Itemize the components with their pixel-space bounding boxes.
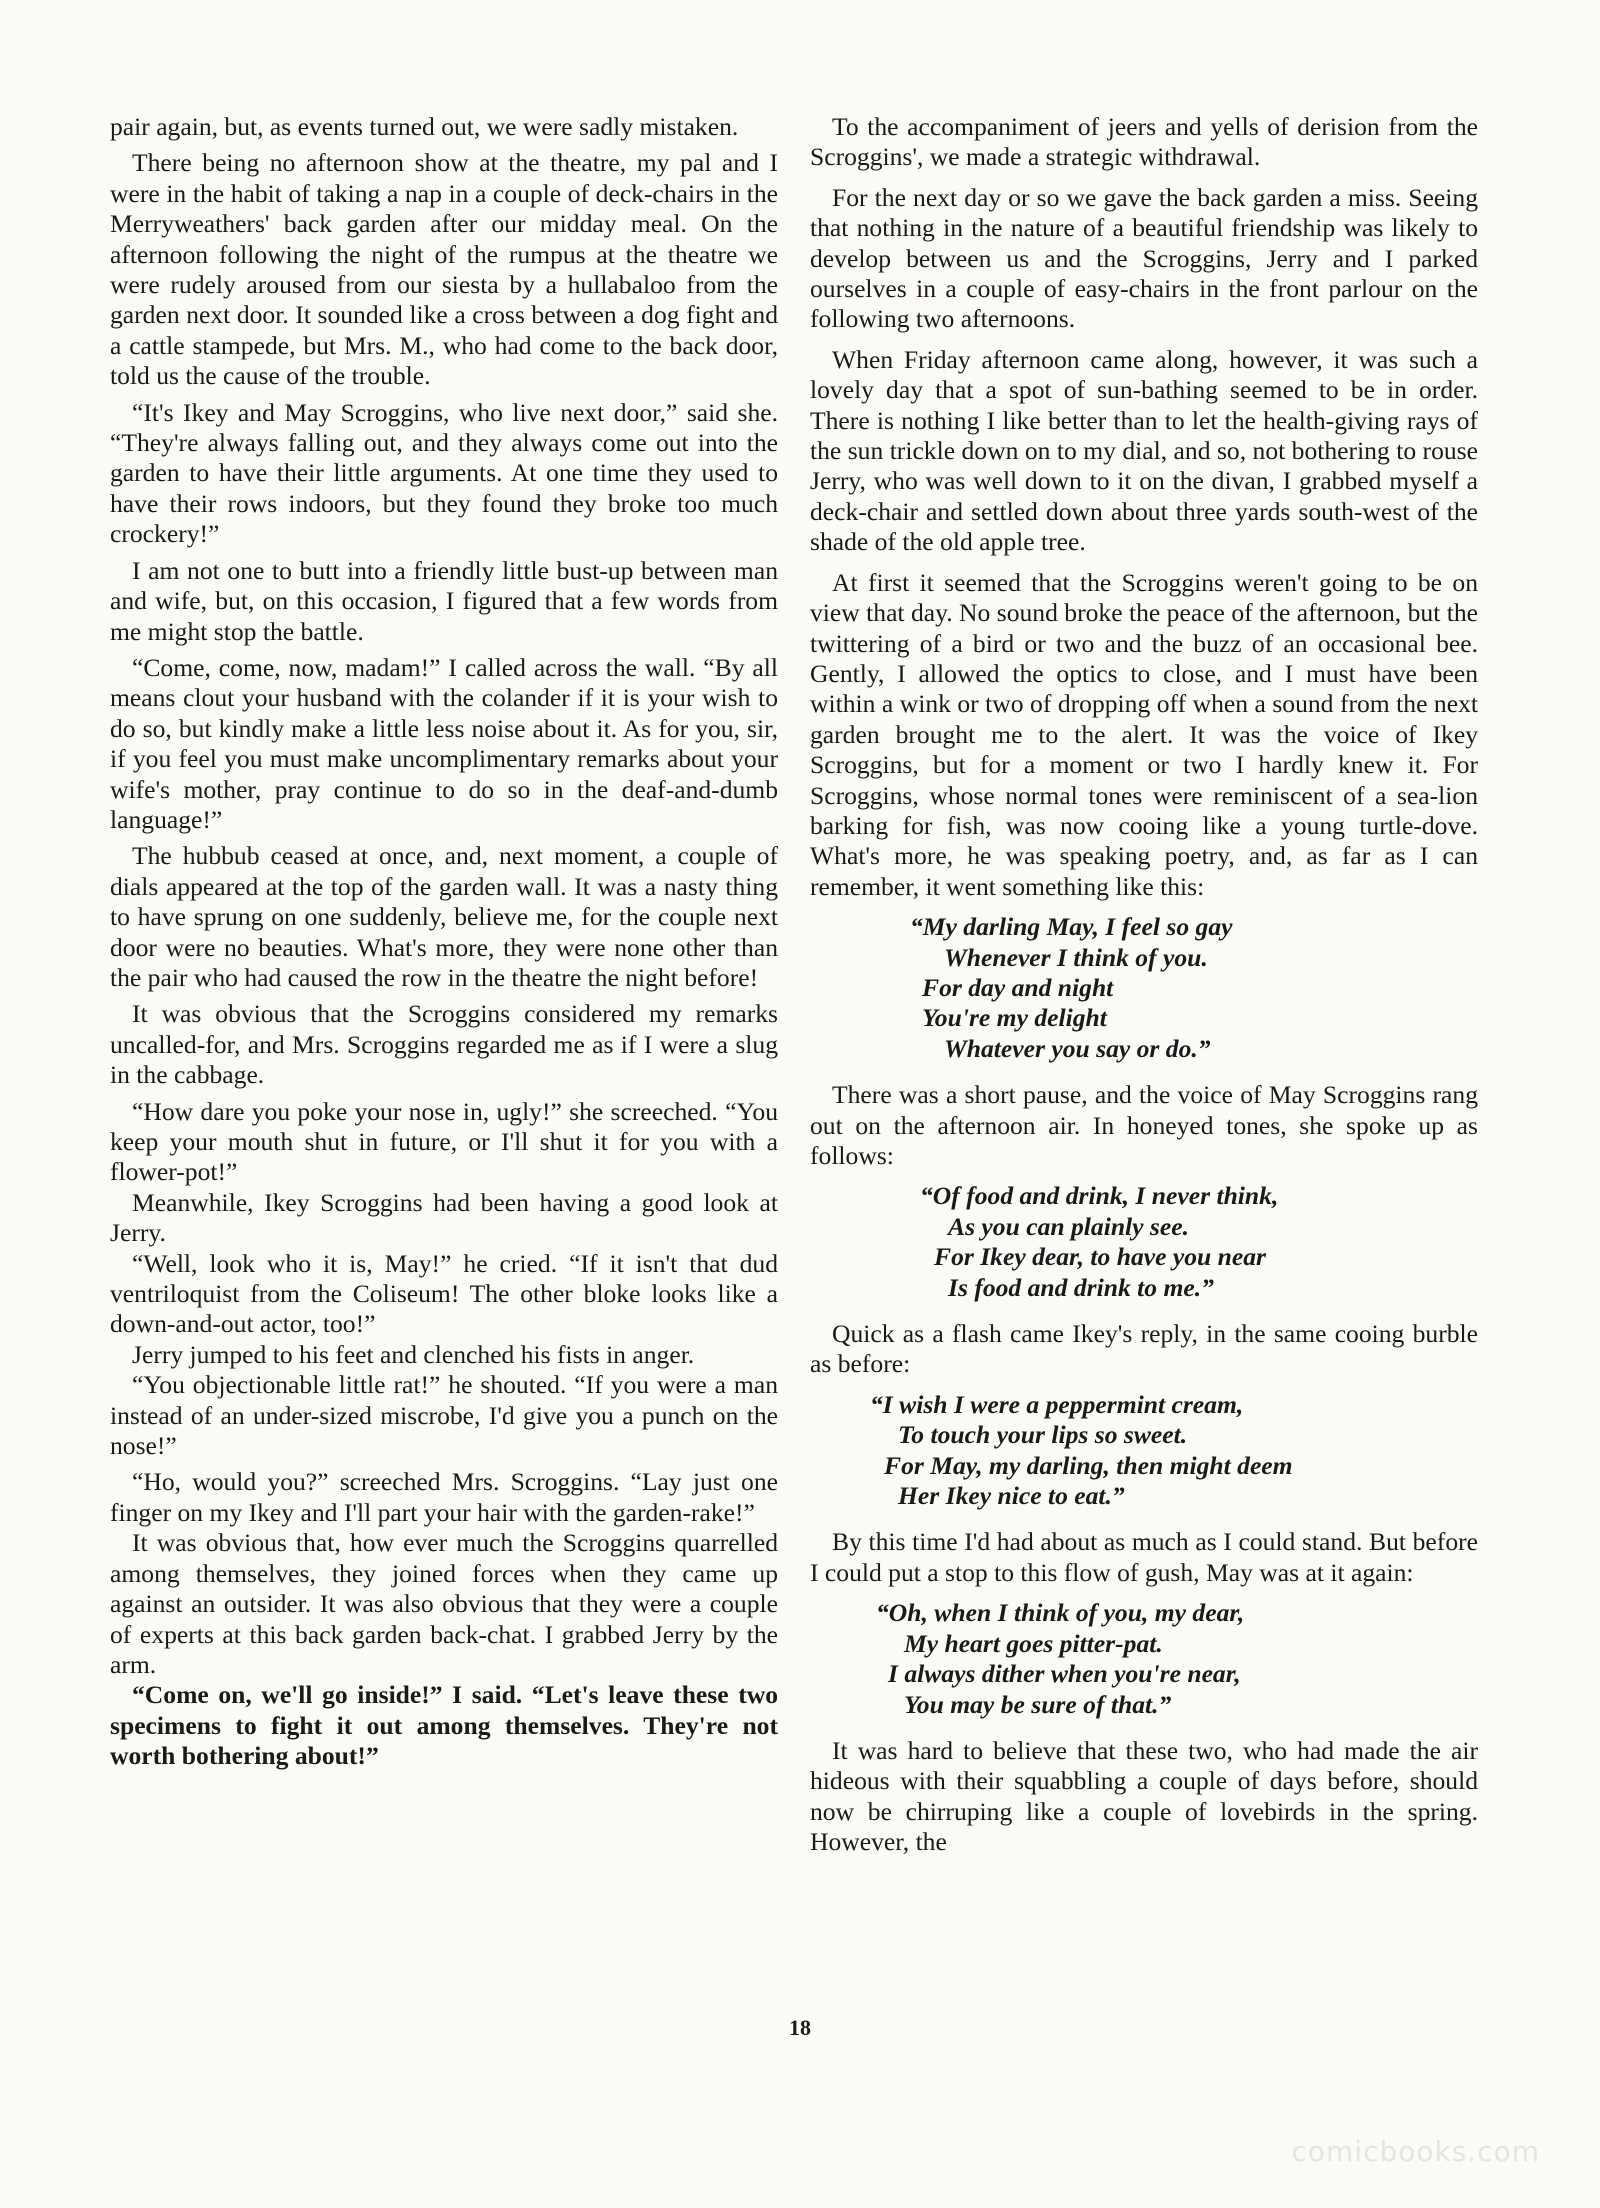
- verse-line: To touch your lips so sweet.: [898, 1420, 1188, 1450]
- paragraph: At first it seemed that the Scroggins weren't going to be on view that day. No sound broke the peace of the afternoon, but the twittering of a bird or two and the buzz of an occasional bee. Gently, I allowed the optics to close, and I must have been within a wink or two of dropping off when a sound from the next garden brought me to the alert. It was the voice of Ikey Scroggins, but for a moment or two I hardly knew it. For Scroggins, whose normal tones were reminiscent of a sea-lion barking for fish, was now cooing like a young turtle-dove. What's more, he was speaking poetry, and, as far as I can remember, it went something like this:: [810, 567, 1478, 901]
- paragraph: Quick as a flash came Ikey's reply, in the same cooing burble as before:: [810, 1319, 1478, 1379]
- paragraph: For the next day or so we gave the back garden a miss. Seeing that nothing in the nature of a beautiful friendship was likely to develop between us and the Scroggins, Jerry and I parked ourselves in a couple of easy-chairs in the front parlour on the following two afternoons.: [810, 182, 1478, 334]
- paragraph: I am not one to butt into a friendly little bust-up between man and wife, but, on this occasion, I figured that a few words from me might stop the battle.: [110, 555, 778, 646]
- verse-line: For day and night: [922, 972, 1114, 1002]
- paragraph: The hubbub ceased at once, and, next moment, a couple of dials appeared at the top of the garden wall. It was a nasty thing to have sprung on one suddenly, believe me, for the couple next door were no beauties. What's more, they were none other than the pair who had caused the row in the theatre the night before!: [110, 841, 778, 992]
- verse-line: For May, my darling, then might deem: [884, 1450, 1293, 1480]
- verse-line: As you can plainly see.: [948, 1211, 1190, 1241]
- verse-may-2: [810, 1598, 1478, 1720]
- paragraph: “You objectionable little rat!” he shouted. “If you were a man instead of an under-sized miscrobe, I'd give you a punch on the nose!”: [110, 1370, 778, 1461]
- paragraph: It was obvious that, how ever much the Scroggins quarrelled among themselves, they joined forces when they came up against an outsider. It was also obvious that they were a couple of experts at this back garden back-chat. I grabbed Jerry by the arm.: [110, 1528, 778, 1679]
- verse-line: Whenever I think of you.: [944, 942, 1208, 972]
- verse-line: “Oh, when I think of you, my dear,: [876, 1598, 1245, 1628]
- paragraph: Jerry jumped to his feet and clenched his fists in anger.: [132, 1339, 695, 1369]
- watermark-text: comicbooks.com: [1291, 2135, 1540, 2168]
- paragraph: There being no afternoon show at the theatre, my pal and I were in the habit of taking a nap in a couple of deck-chairs in the Merryweathers' back garden after our midday meal. On the afternoon following the night of the rumpus at the theatre we were rudely aroused from our siesta by a hullabaloo from the garden next door. It sounded like a cross between a dog fight and a cattle stampede, but Mrs. M., who had come to the back door, told us the cause of the trouble.: [110, 148, 778, 391]
- paragraph: It was hard to believe that these two, who had made the air hideous with their squabbling a couple of days before, should now be chirruping like a couple of lovebirds in the spring. However, the: [810, 1735, 1478, 1857]
- paragraph: pair again, but, as events turned out, we were sadly mistaken.: [110, 112, 739, 141]
- paragraph: “Well, look who it is, May!” he cried. “If it isn't that dud ventriloquist from the Coliseum! The other bloke looks like a down-and-out actor, too!”: [110, 1248, 778, 1339]
- paragraph: By this time I'd had about as much as I could stand. But before I could put a stop to this flow of gush, May was at it again:: [810, 1527, 1478, 1587]
- paragraph: To the accompaniment of jeers and yells of derision from the Scroggins', we made a strategic withdrawal.: [810, 112, 1478, 172]
- paragraph: “Come on, we'll go inside!” I said. “Let's leave these two specimens to fight it out among themselves. They're not worth bothering about!”: [110, 1680, 778, 1771]
- verse-line: You're my delight: [922, 1003, 1107, 1033]
- verse-line: My heart goes pitter-pat.: [904, 1628, 1163, 1658]
- verse-line: “Of food and drink, I never think,: [920, 1181, 1279, 1211]
- verse-line: “My darling May, I feel so gay: [910, 912, 1233, 942]
- paragraph: “Come, come, now, madam!” I called across the wall. “By all means clout your husband with the colander if it is your wish to do so, but kindly make a little less noise about it. As for you, sir, if you feel you must make uncomplimentary remarks about your wife's mother, pray continue to do so in the deaf-and-dumb language!”: [110, 652, 778, 834]
- paragraph: There was a short pause, and the voice of May Scroggins rang out on the afternoon air. In honeyed tones, she spoke up as follows:: [810, 1080, 1478, 1170]
- verse-line: For Ikey dear, to have you near: [934, 1242, 1266, 1272]
- right-text-column: [810, 112, 1478, 1868]
- verse-line: Her Ikey nice to eat.”: [898, 1481, 1125, 1511]
- paragraph: It was obvious that the Scroggins considered my remarks uncalled-for, and Mrs. Scroggins regarded me as if I were a slug in the cabbage.: [110, 999, 778, 1090]
- paragraph: When Friday afternoon came along, however, it was such a lovely day that a spot of sun-bathing seemed to be in order. There is nothing I like better than to let the health-giving rays of the sun trickle down on to my dial, and so, not bothering to rouse Jerry, who was well down to it on the divan, I grabbed myself a deck-chair and settled down about three yards south-west of the shade of the old apple tree.: [810, 344, 1478, 557]
- verse-line: I always dither when you're near,: [888, 1659, 1241, 1689]
- paragraph: “It's Ikey and May Scroggins, who live next door,” said she. “They're always falling out, and they always come out into the garden to have their little arguments. At one time they used to have their rows indoors, but they found they broke too much crockery!”: [110, 397, 778, 549]
- verse-line: “I wish I were a peppermint cream,: [870, 1389, 1244, 1419]
- verse-line: You may be sure of that.”: [904, 1689, 1172, 1719]
- verse-ikey-1: [810, 912, 1478, 1064]
- left-text-column: [110, 112, 778, 1778]
- verse-ikey-2: [810, 1390, 1478, 1512]
- verse-may-1: [810, 1181, 1478, 1303]
- paragraph: “Ho, would you?” screeched Mrs. Scroggins. “Lay just one finger on my Ikey and I'll part your hair with the garden-rake!”: [110, 1467, 778, 1527]
- verse-line: Whatever you say or do.”: [944, 1033, 1211, 1063]
- page-number: 18: [789, 2015, 811, 2040]
- paragraph: Meanwhile, Ikey Scroggins had been having a good look at Jerry.: [110, 1187, 778, 1248]
- paragraph: “How dare you poke your nose in, ugly!” she screeched. “You keep your mouth shut in future, or I'll shut it for you with a flower-pot!”: [110, 1096, 778, 1187]
- verse-line: Is food and drink to me.”: [948, 1272, 1214, 1302]
